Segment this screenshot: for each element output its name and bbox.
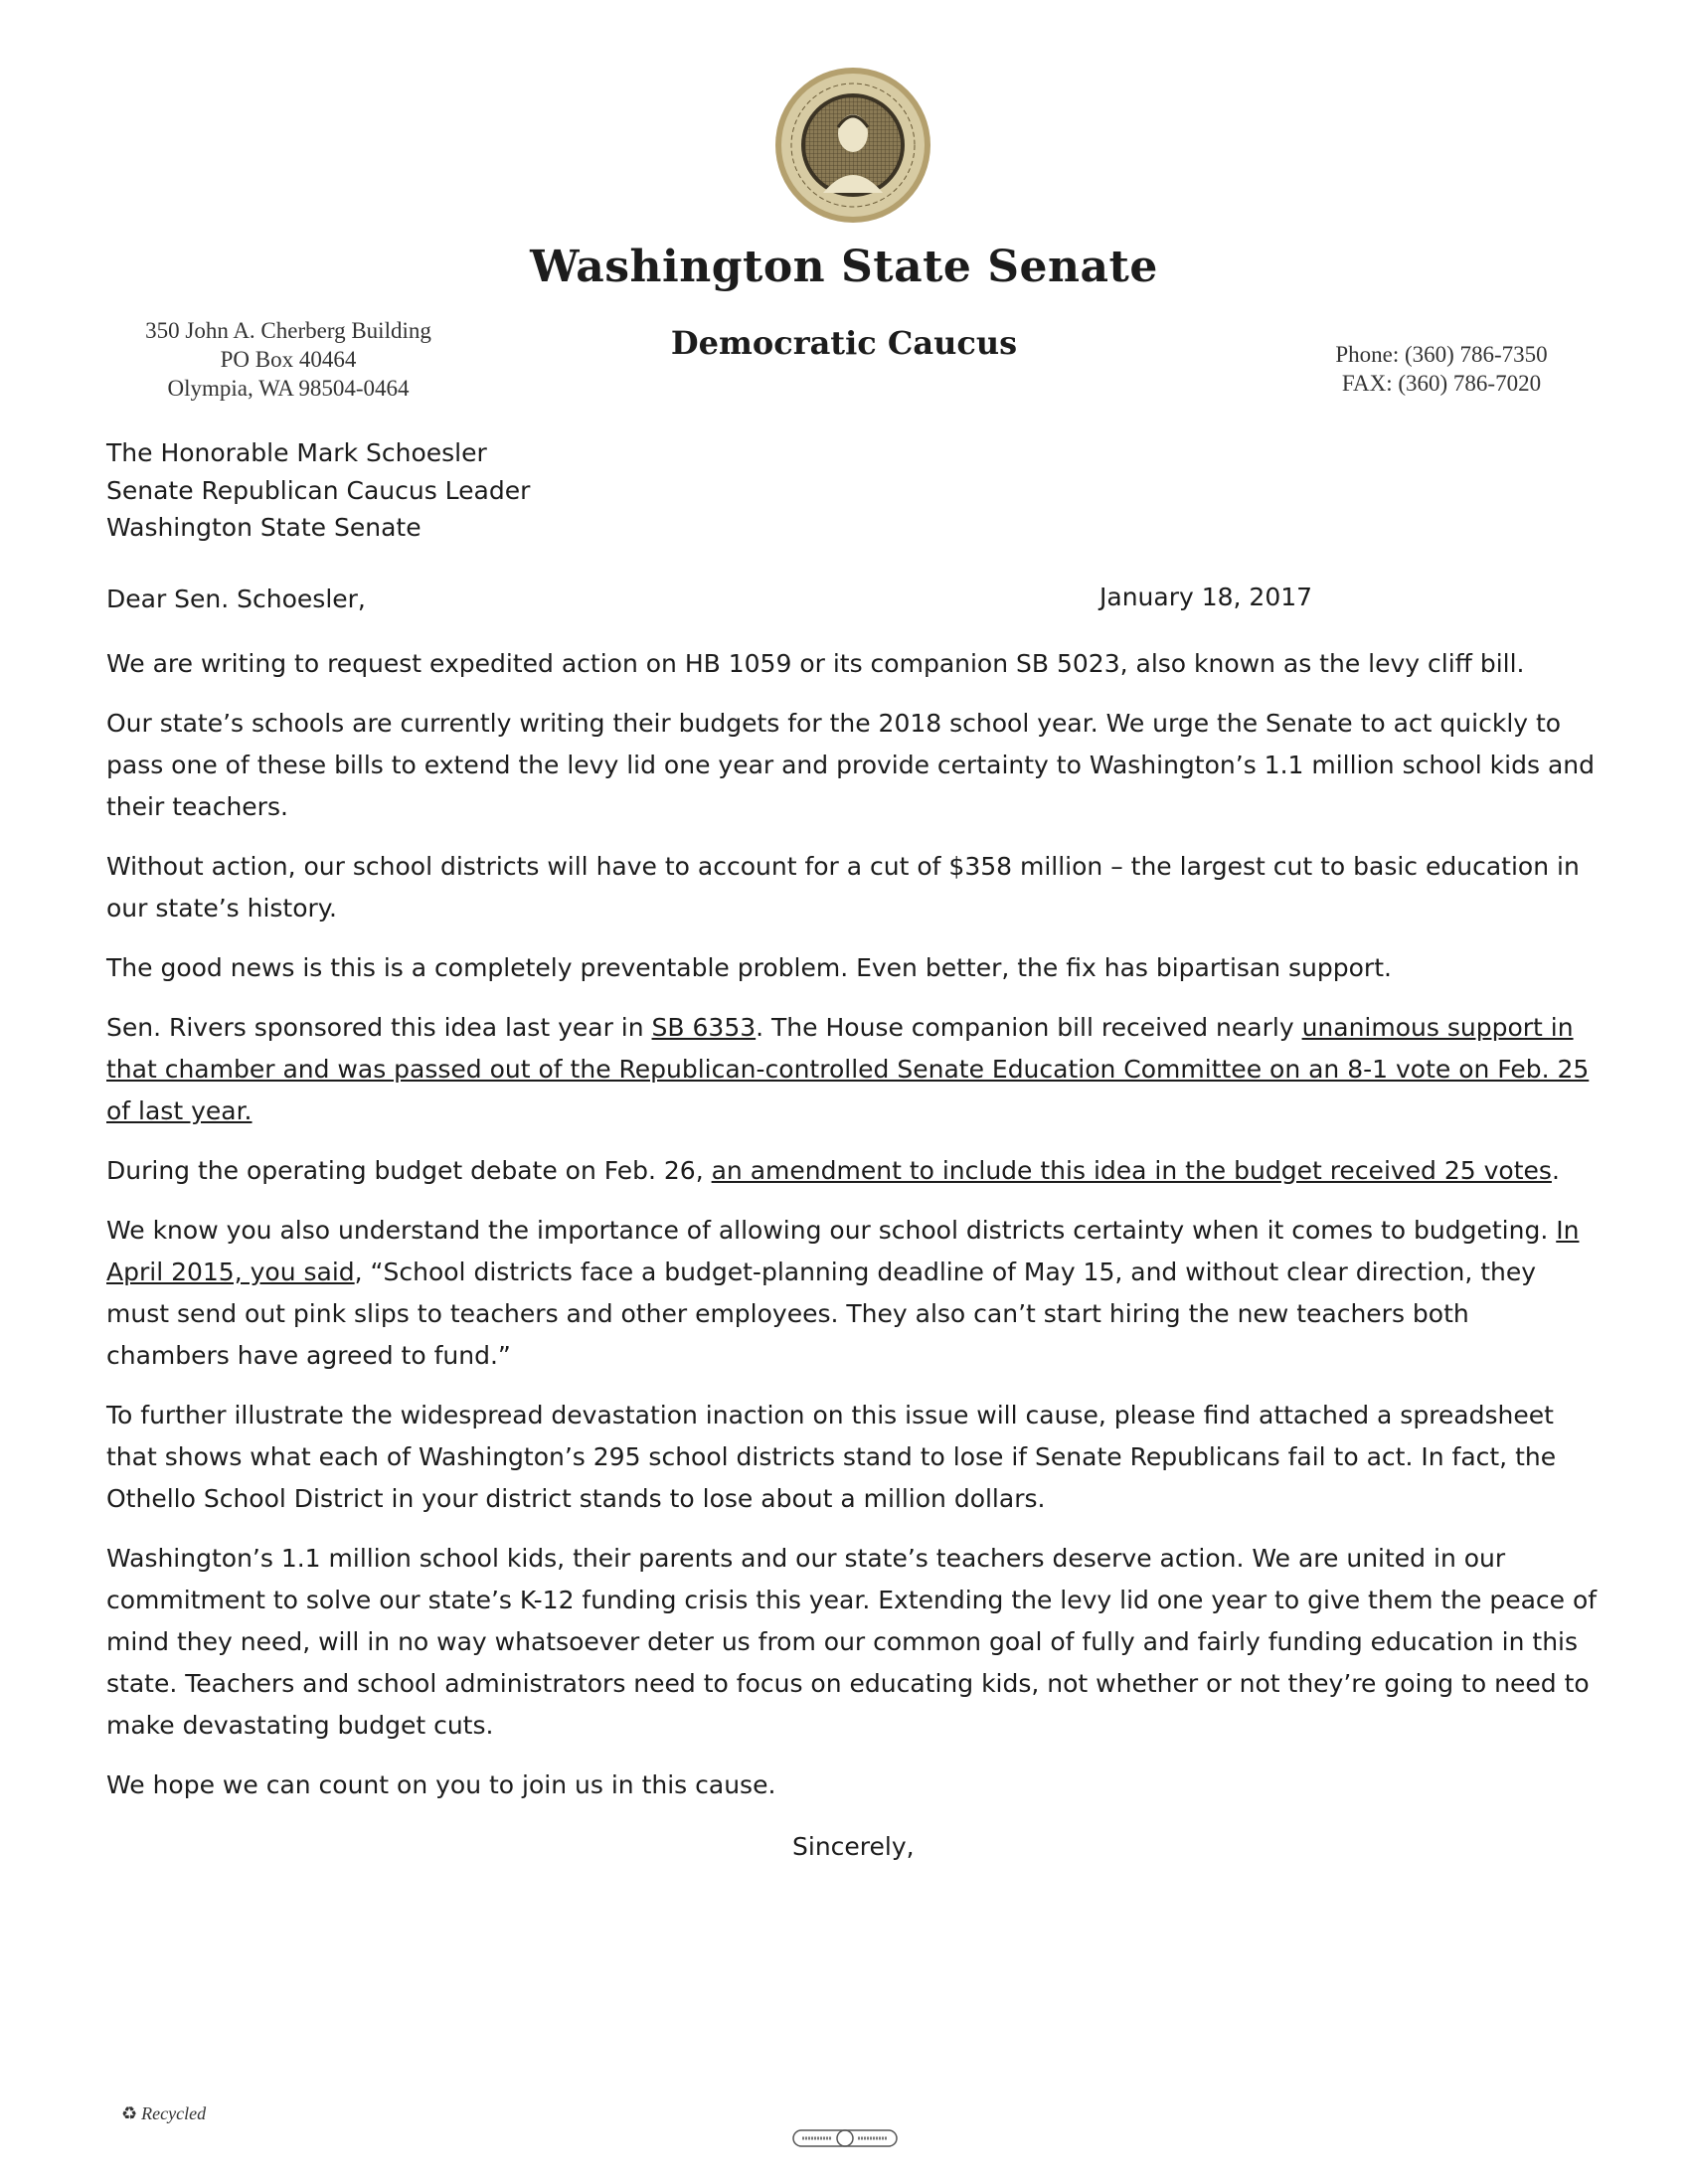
organization-subtitle: Democratic Caucus bbox=[670, 324, 1018, 362]
body-paragraph: Our state’s schools are currently writing their budgets for the 2018 school year. We urge the Senate to act quickly to pass one of these bills to extend the levy lid one year and provide certainty to Washington’s 1.1 million school kids and their teachers. bbox=[106, 709, 1595, 821]
recycled-mark bbox=[121, 2103, 206, 2124]
closing: Sincerely, bbox=[792, 1832, 915, 1861]
address-line: PO Box 40464 bbox=[220, 347, 357, 372]
body-paragraph bbox=[106, 1150, 1598, 1192]
paragraph-text: , “School districts face a budget-planning deadline of May 15, and without clear direction, they must send out pink slips to teachers and other employees. They also can’t start hiring the new teachers both chambers have agreed to fund.” bbox=[106, 1258, 1537, 1370]
recipient-line: Washington State Senate bbox=[106, 513, 422, 542]
recipient-line: Senate Republican Caucus Leader bbox=[106, 475, 531, 505]
body-paragraph: Without action, our school districts will have to account for a cut of $358 million – the largest cut to basic education in our state’s history. bbox=[106, 852, 1580, 923]
recipient-block bbox=[106, 434, 530, 547]
body-paragraph bbox=[106, 1210, 1598, 1377]
contact-info bbox=[1282, 340, 1601, 398]
committee-vote-link[interactable]: unanimous support in that chamber and was passed out of the Republican-controlled Senate Education Committee on an 8-1 vote on Feb. 25 of last year. bbox=[106, 1013, 1590, 1125]
body-paragraph bbox=[106, 1007, 1598, 1132]
body-paragraph: The good news is this is a completely preventable problem. Even better, the fix has bipartisan support. bbox=[106, 953, 1392, 982]
paragraph-text: We know you also understand the importance of allowing our school districts certainty when it comes to budgeting. bbox=[106, 1216, 1557, 1245]
recycled-label: Recycled bbox=[141, 2103, 207, 2123]
mailing-address bbox=[99, 316, 477, 403]
letter-body bbox=[106, 643, 1598, 1824]
sb-6353-link[interactable]: SB 6353 bbox=[651, 1013, 757, 1042]
body-paragraph: We are writing to request expedited action on HB 1059 or its companion SB 5023, also known as the levy cliff bill. bbox=[106, 649, 1525, 678]
body-paragraph: Washington’s 1.1 million school kids, their parents and our state’s teachers deserve action. We are united in our commitment to solve our state’s K-12 funding crisis this year. Extending the levy lid one year to give them the peace of mind they need, will in no way whatsoever deter us from our common goal of fully and fairly funding education in this state. Teachers and school administrators need to focus on educating kids, not whether or not they’re going to need to make devastating budget cuts. bbox=[106, 1544, 1598, 1740]
recycle-icon: ♻ bbox=[121, 2103, 138, 2123]
april-2015-quote-link[interactable]: In April 2015, you said bbox=[106, 1216, 1580, 1286]
recipient-line: The Honorable Mark Schoesler bbox=[106, 438, 487, 467]
paragraph-text: . The House companion bill received nearly bbox=[756, 1013, 1302, 1042]
state-seal-icon bbox=[773, 66, 932, 225]
union-bug-icon bbox=[792, 2127, 898, 2149]
body-paragraph: We hope we can count on you to join us in this cause. bbox=[106, 1770, 776, 1799]
organization-title: Washington State Senate bbox=[530, 242, 1158, 292]
letter-date: January 18, 2017 bbox=[1099, 583, 1313, 611]
body-paragraph: To further illustrate the widespread devastation inaction on this issue will cause, please find attached a spreadsheet that shows what each of Washington’s 295 school districts stand to lose if Senate Republicans fail to act. In fact, the Othello School District in your district stands to lose about a million dollars. bbox=[106, 1401, 1557, 1513]
paragraph-text: Sen. Rivers sponsored this idea last year in bbox=[106, 1013, 652, 1042]
amendment-votes-link[interactable]: an amendment to include this idea in the budget received 25 votes bbox=[711, 1156, 1552, 1185]
paragraph-text: . bbox=[1551, 1156, 1560, 1185]
salutation: Dear Sen. Schoesler, bbox=[106, 585, 366, 613]
address-line: 350 John A. Cherberg Building bbox=[145, 318, 431, 343]
paragraph-text: During the operating budget debate on Feb. 26, bbox=[106, 1156, 712, 1185]
address-line: Olympia, WA 98504-0464 bbox=[167, 376, 410, 401]
fax-number: FAX: (360) 786-7020 bbox=[1341, 371, 1542, 396]
phone-number: Phone: (360) 786-7350 bbox=[1335, 342, 1548, 367]
